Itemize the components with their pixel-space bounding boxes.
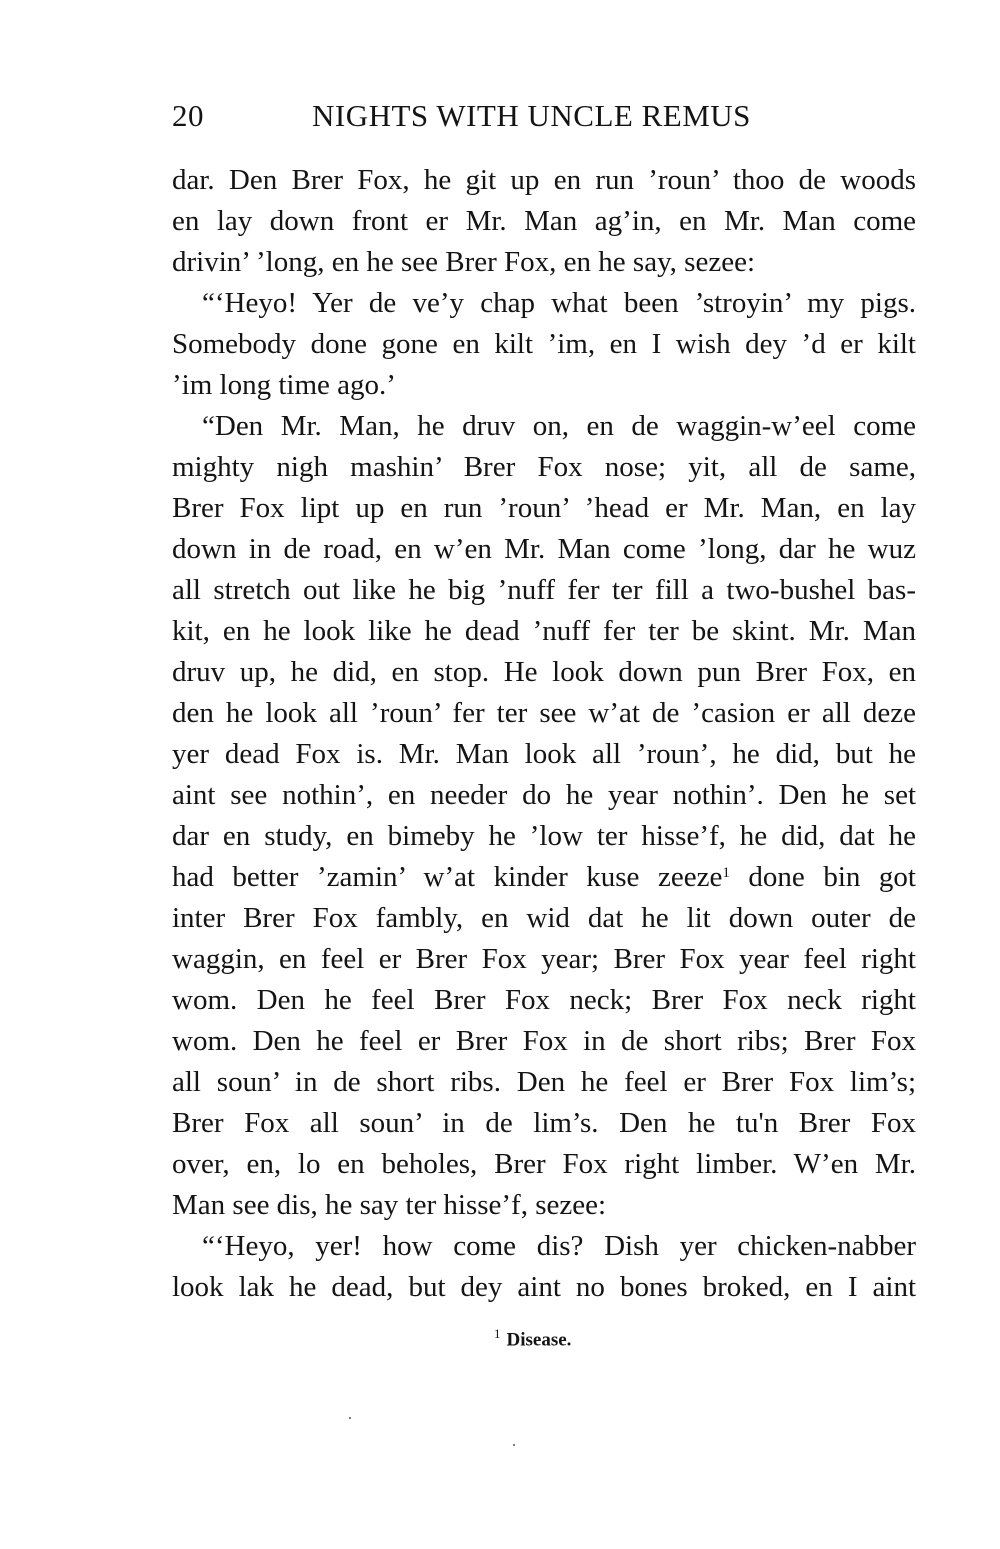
page-number: 20 — [172, 98, 204, 133]
text-line: all soun’ in de short ribs. Den he feel er Brer Fox lim’s; — [172, 1066, 916, 1098]
text-line: ’im long time ago.’ — [172, 369, 396, 401]
running-head — [172, 98, 828, 142]
text-line: dar en study, en bimeby he ’low ter hisse’f, he did, dat he — [172, 820, 916, 852]
text-line: den he look all ’roun’ fer ter see w’at de ’casion er all deze — [172, 697, 916, 729]
text-line: Somebody done gone en kilt ’im, en I wish dey ’d er kilt — [172, 328, 916, 360]
text-line: “Den Mr. Man, he druv on, en de waggin-w’eel come — [202, 410, 916, 442]
running-title: NIGHTS WITH UNCLE REMUS — [312, 98, 751, 133]
text-line-with-footnote-ref — [172, 857, 916, 898]
footnote-marker: 1 — [494, 1326, 501, 1341]
text-line: Brer Fox lipt up en run ’roun’ ’head er Mr. Man, en lay — [172, 492, 916, 524]
text-line: wom. Den he feel Brer Fox neck; Brer Fox neck right — [172, 984, 916, 1016]
text-line: over, en, lo en beholes, Brer Fox right limber. W’en Mr. — [172, 1148, 916, 1180]
text-line: Brer Fox all soun’ in de lim’s. Den he tu'n Brer Fox — [172, 1107, 916, 1139]
text-line: Man see dis, he say ter hisse’f, sezee: — [172, 1189, 607, 1221]
text-line: yer dead Fox is. Mr. Man look all ’roun’, he did, but he — [172, 738, 916, 770]
footnote-reference: 1 — [722, 865, 730, 881]
text-line: all stretch out like he big ’nuff fer ter fill a two-bushel bas- — [172, 574, 916, 606]
text-line: inter Brer Fox fambly, en wid dat he lit down outer de — [172, 902, 916, 934]
text-line: drivin’ ’long, en he see Brer Fox, en he say, sezee: — [172, 246, 756, 278]
text-line: waggin, en feel er Brer Fox year; Brer Fox year feel right — [172, 943, 916, 975]
footnote-text: Disease. — [506, 1329, 572, 1351]
text-line: druv up, he did, en stop. He look down pun Brer Fox, en — [172, 656, 916, 688]
body-text — [172, 160, 916, 1308]
text-line-head: had better ’zamin’ w’at kinder kuse zeeze — [172, 861, 723, 893]
text-line: “‘Heyo! Yer de ve’y chap what been ’stroyin’ my pigs. — [202, 287, 916, 319]
text-line: en lay down front er Mr. Man ag’in, en Mr. Man come — [172, 205, 916, 237]
paper-speck — [349, 1417, 351, 1419]
text-line: mighty nigh mashin’ Brer Fox nose; yit, all de same, — [172, 451, 916, 483]
text-line: down in de road, en w’en Mr. Man come ’long, dar he wuz — [172, 533, 916, 565]
text-line: dar. Den Brer Fox, he git up en run ’roun’ thoo de woods — [172, 164, 916, 196]
paper-speck — [513, 1444, 515, 1446]
text-line: “‘Heyo, yer! how come dis? Dish yer chicken-nabber — [202, 1230, 916, 1262]
text-line: wom. Den he feel er Brer Fox in de short ribs; Brer Fox — [172, 1025, 916, 1057]
footnote — [494, 1326, 571, 1351]
text-line-tail: done bin got — [729, 861, 916, 893]
text-line: aint see nothin’, en needer do he year nothin’. Den he set — [172, 779, 916, 811]
text-line: look lak he dead, but dey aint no bones broked, en I aint — [172, 1271, 916, 1303]
text-line: kit, en he look like he dead ’nuff fer ter be skint. Mr. Man — [172, 615, 916, 647]
